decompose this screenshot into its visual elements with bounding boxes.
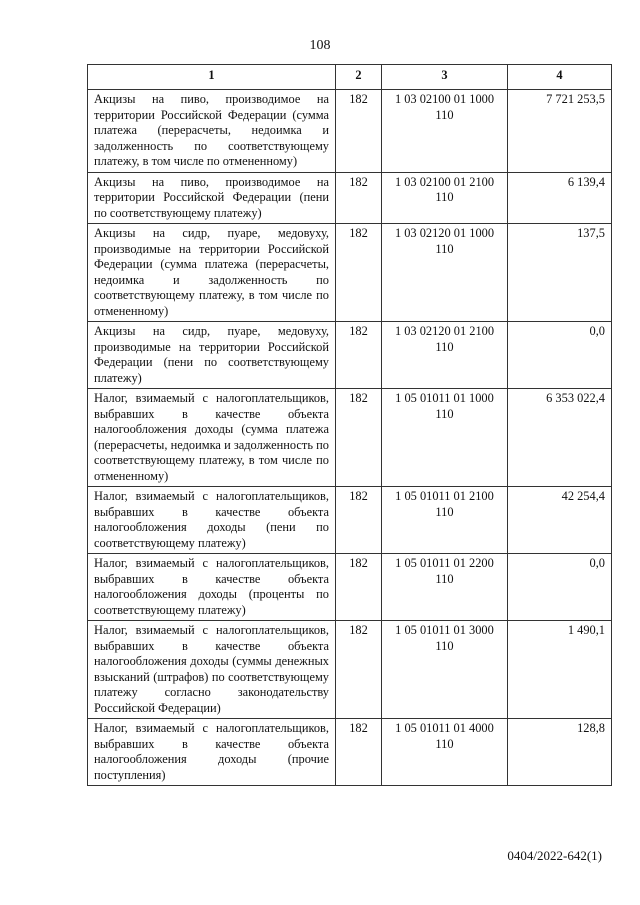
amount: 137,5	[508, 224, 612, 322]
budget-classification-code: 1 03 02100 01 2100 110	[382, 172, 508, 224]
budget-classification-code: 1 03 02100 01 1000 110	[382, 90, 508, 173]
column-header-4: 4	[508, 65, 612, 90]
amount: 6 353 022,4	[508, 389, 612, 487]
table-row	[88, 172, 612, 224]
column-header-1: 1	[88, 65, 336, 90]
revenue-name: Налог, взимаемый с налогоплательщиков, выбравших в качестве объекта налогообложения доходы (прочие поступления)	[88, 719, 336, 786]
admin-code: 182	[336, 621, 382, 719]
page-number: 108	[309, 38, 331, 53]
revenue-name: Налог, взимаемый с налогоплательщиков, выбравших в качестве объекта налогообложения доходы (пени по соответствующему платежу)	[88, 487, 336, 554]
amount: 1 490,1	[508, 621, 612, 719]
budget-classification-code: 1 05 01011 01 3000 110	[382, 621, 508, 719]
table-row	[88, 719, 612, 786]
budget-classification-code: 1 03 02120 01 2100 110	[382, 322, 508, 389]
column-header-3: 3	[382, 65, 508, 90]
amount: 7 721 253,5	[508, 90, 612, 173]
revenue-name: Налог, взимаемый с налогоплательщиков, выбравших в качестве объекта налогообложения доходы (суммы денежных взысканий (штрафов) по соответствующему платежу согласно законодательству Российской Федерации)	[88, 621, 336, 719]
budget-classification-code: 1 05 01011 01 1000 110	[382, 389, 508, 487]
amount: 128,8	[508, 719, 612, 786]
table-row	[88, 224, 612, 322]
admin-code: 182	[336, 224, 382, 322]
admin-code: 182	[336, 719, 382, 786]
table-row	[88, 90, 612, 173]
revenue-name: Акцизы на сидр, пуаре, медовуху, производимые на территории Российской Федерации (сумма платежа (перерасчеты, недоимка и задолженность по соответствующему платежу, в том числе по отмененному)	[88, 224, 336, 322]
admin-code: 182	[336, 172, 382, 224]
amount: 6 139,4	[508, 172, 612, 224]
revenue-table	[87, 64, 612, 786]
budget-classification-code: 1 03 02120 01 1000 110	[382, 224, 508, 322]
revenue-name: Акцизы на пиво, производимое на территории Российской Федерации (пени по соответствующему платежу)	[88, 172, 336, 224]
table-row	[88, 322, 612, 389]
revenue-name: Налог, взимаемый с налогоплательщиков, выбравших в качестве объекта налогообложения доходы (сумма платежа (перерасчеты, недоимка и задолженность по соответствующему платежу, в том числе по отмененному)	[88, 389, 336, 487]
admin-code: 182	[336, 389, 382, 487]
column-header-2: 2	[336, 65, 382, 90]
table-row	[88, 554, 612, 621]
table-row	[88, 487, 612, 554]
revenue-name: Акцизы на сидр, пуаре, медовуху, производимые на территории Российской Федерации (пени по соответствующему платежу)	[88, 322, 336, 389]
admin-code: 182	[336, 554, 382, 621]
document-reference: 0404/2022-642(1)	[507, 848, 602, 863]
revenue-name: Налог, взимаемый с налогоплательщиков, выбравших в качестве объекта налогообложения доходы (проценты по соответствующему платежу)	[88, 554, 336, 621]
amount: 0,0	[508, 554, 612, 621]
table-row	[88, 389, 612, 487]
budget-classification-code: 1 05 01011 01 4000 110	[382, 719, 508, 786]
table-header-row	[88, 65, 612, 90]
amount: 0,0	[508, 322, 612, 389]
revenue-name: Акцизы на пиво, производимое на территории Российской Федерации (сумма платежа (перерасчеты, недоимка и задолженность по соответствующему платежу, в том числе по отмененному)	[88, 90, 336, 173]
budget-classification-code: 1 05 01011 01 2200 110	[382, 554, 508, 621]
admin-code: 182	[336, 90, 382, 173]
admin-code: 182	[336, 487, 382, 554]
table-row	[88, 621, 612, 719]
amount: 42 254,4	[508, 487, 612, 554]
admin-code: 182	[336, 322, 382, 389]
budget-classification-code: 1 05 01011 01 2100 110	[382, 487, 508, 554]
